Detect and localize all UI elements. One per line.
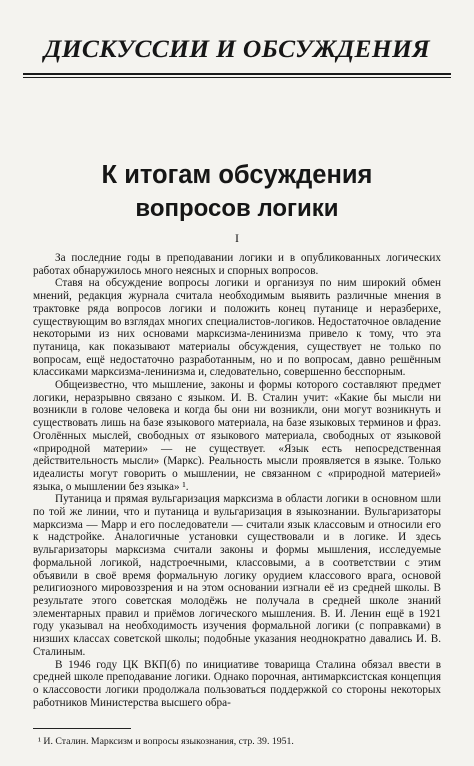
- paragraph-1: За последние годы в преподавании логики и в опубликованных логических работах обнаружилось много неясных и спорных вопросов.: [33, 252, 441, 277]
- article-body: [33, 252, 441, 709]
- paragraph-3: Общеизвестно, что мышление, законы и формы которого составляют предмет логики, неразрывно связано с языком. И. В. Сталин учит: «Какие бы мысли ни возникли в голове человека и когда бы они ни возникли, они могут возникнуть и существовать лишь на базе языкового материала, на базе языковых терминов и фраз. Оголённых мыслей, свободных от языкового материала, свободных от языковой «природной материи» — не существует. «Язык есть непосредственная действительность мысли» (Маркс). Реальность мысли проявляется в языке. Только идеалисты могут говорить о мышлении, не связанном с «природной материей» языка, о мышлении без языка» ¹.: [33, 379, 441, 493]
- paragraph-2: Ставя на обсуждение вопросы логики и организуя по ним широкий обмен мнений, редакция журнала считала необходимым выявить различные мнения в трактовке ряда вопросов логики и положить конец путанице и неразберихе, существующим во взглядах многих специалистов-логиков. Недостаточное овладение некоторыми из них основами марксизма-ленинизма привело к тому, что эта путаница, как показывают материалы обсуждения, существует не только по вопросам, ещё недостаточно разработанным, но и по вопросам, давно решённым классиками марксизма-ленинизма и, следовательно, совершенно бесспорным.: [33, 277, 441, 379]
- part-number: I: [235, 231, 239, 245]
- paragraph-5: В 1946 году ЦК ВКП(б) по инициативе товарища Сталина обязал ввести в средней школе преподавание логики. Однако порочная, антимарксистская концепция о классовости логики продолжала пользоваться поддержкой со стороны некоторых работников Министерства высшего обра-: [33, 658, 441, 709]
- paragraph-4: Путаница и прямая вульгаризация марксизма в области логики в основном шли по той же линии, что и путаница и вульгаризация в языкознании. Вульгаризаторы марксизма — Марр и его последователи — считали язык классовым и относили его к надстройке. Аналогичные установки существовали и в логике. И здесь вульгаризаторы марксизма считали законы и формы мышления, исследуемые формальной логикой, надстроечными, классовыми, а в соответствии с этим объявили в своё время формальную логику орудием классового врага, основой религиозного мировоззрения и на этом основании изгнали её из средней школы. В результате этого советская молодёжь не получала в средней школе знаний элементарных правил и приёмов логического мышления. В. И. Ленин ещё в 1921 году указывал на необходимость изучения формальной логики (с поправками) в низших классах советской школы; подобные указания неоднократно давались И. В. Сталиным.: [33, 493, 441, 658]
- article-title-line-1: К итогам обсуждения: [101, 161, 373, 189]
- section-title: ДИСКУССИИ И ОБСУЖДЕНИЯ: [44, 34, 430, 63]
- footnote-rule: [33, 728, 131, 729]
- article-title-line-2: вопросов логики: [135, 195, 339, 222]
- footnote: ¹ И. Сталин. Марксизм и вопросы языкознания, стр. 39. 1951.: [38, 736, 294, 747]
- header-rule-thick: [23, 73, 451, 75]
- header-rule-thin: [23, 77, 451, 78]
